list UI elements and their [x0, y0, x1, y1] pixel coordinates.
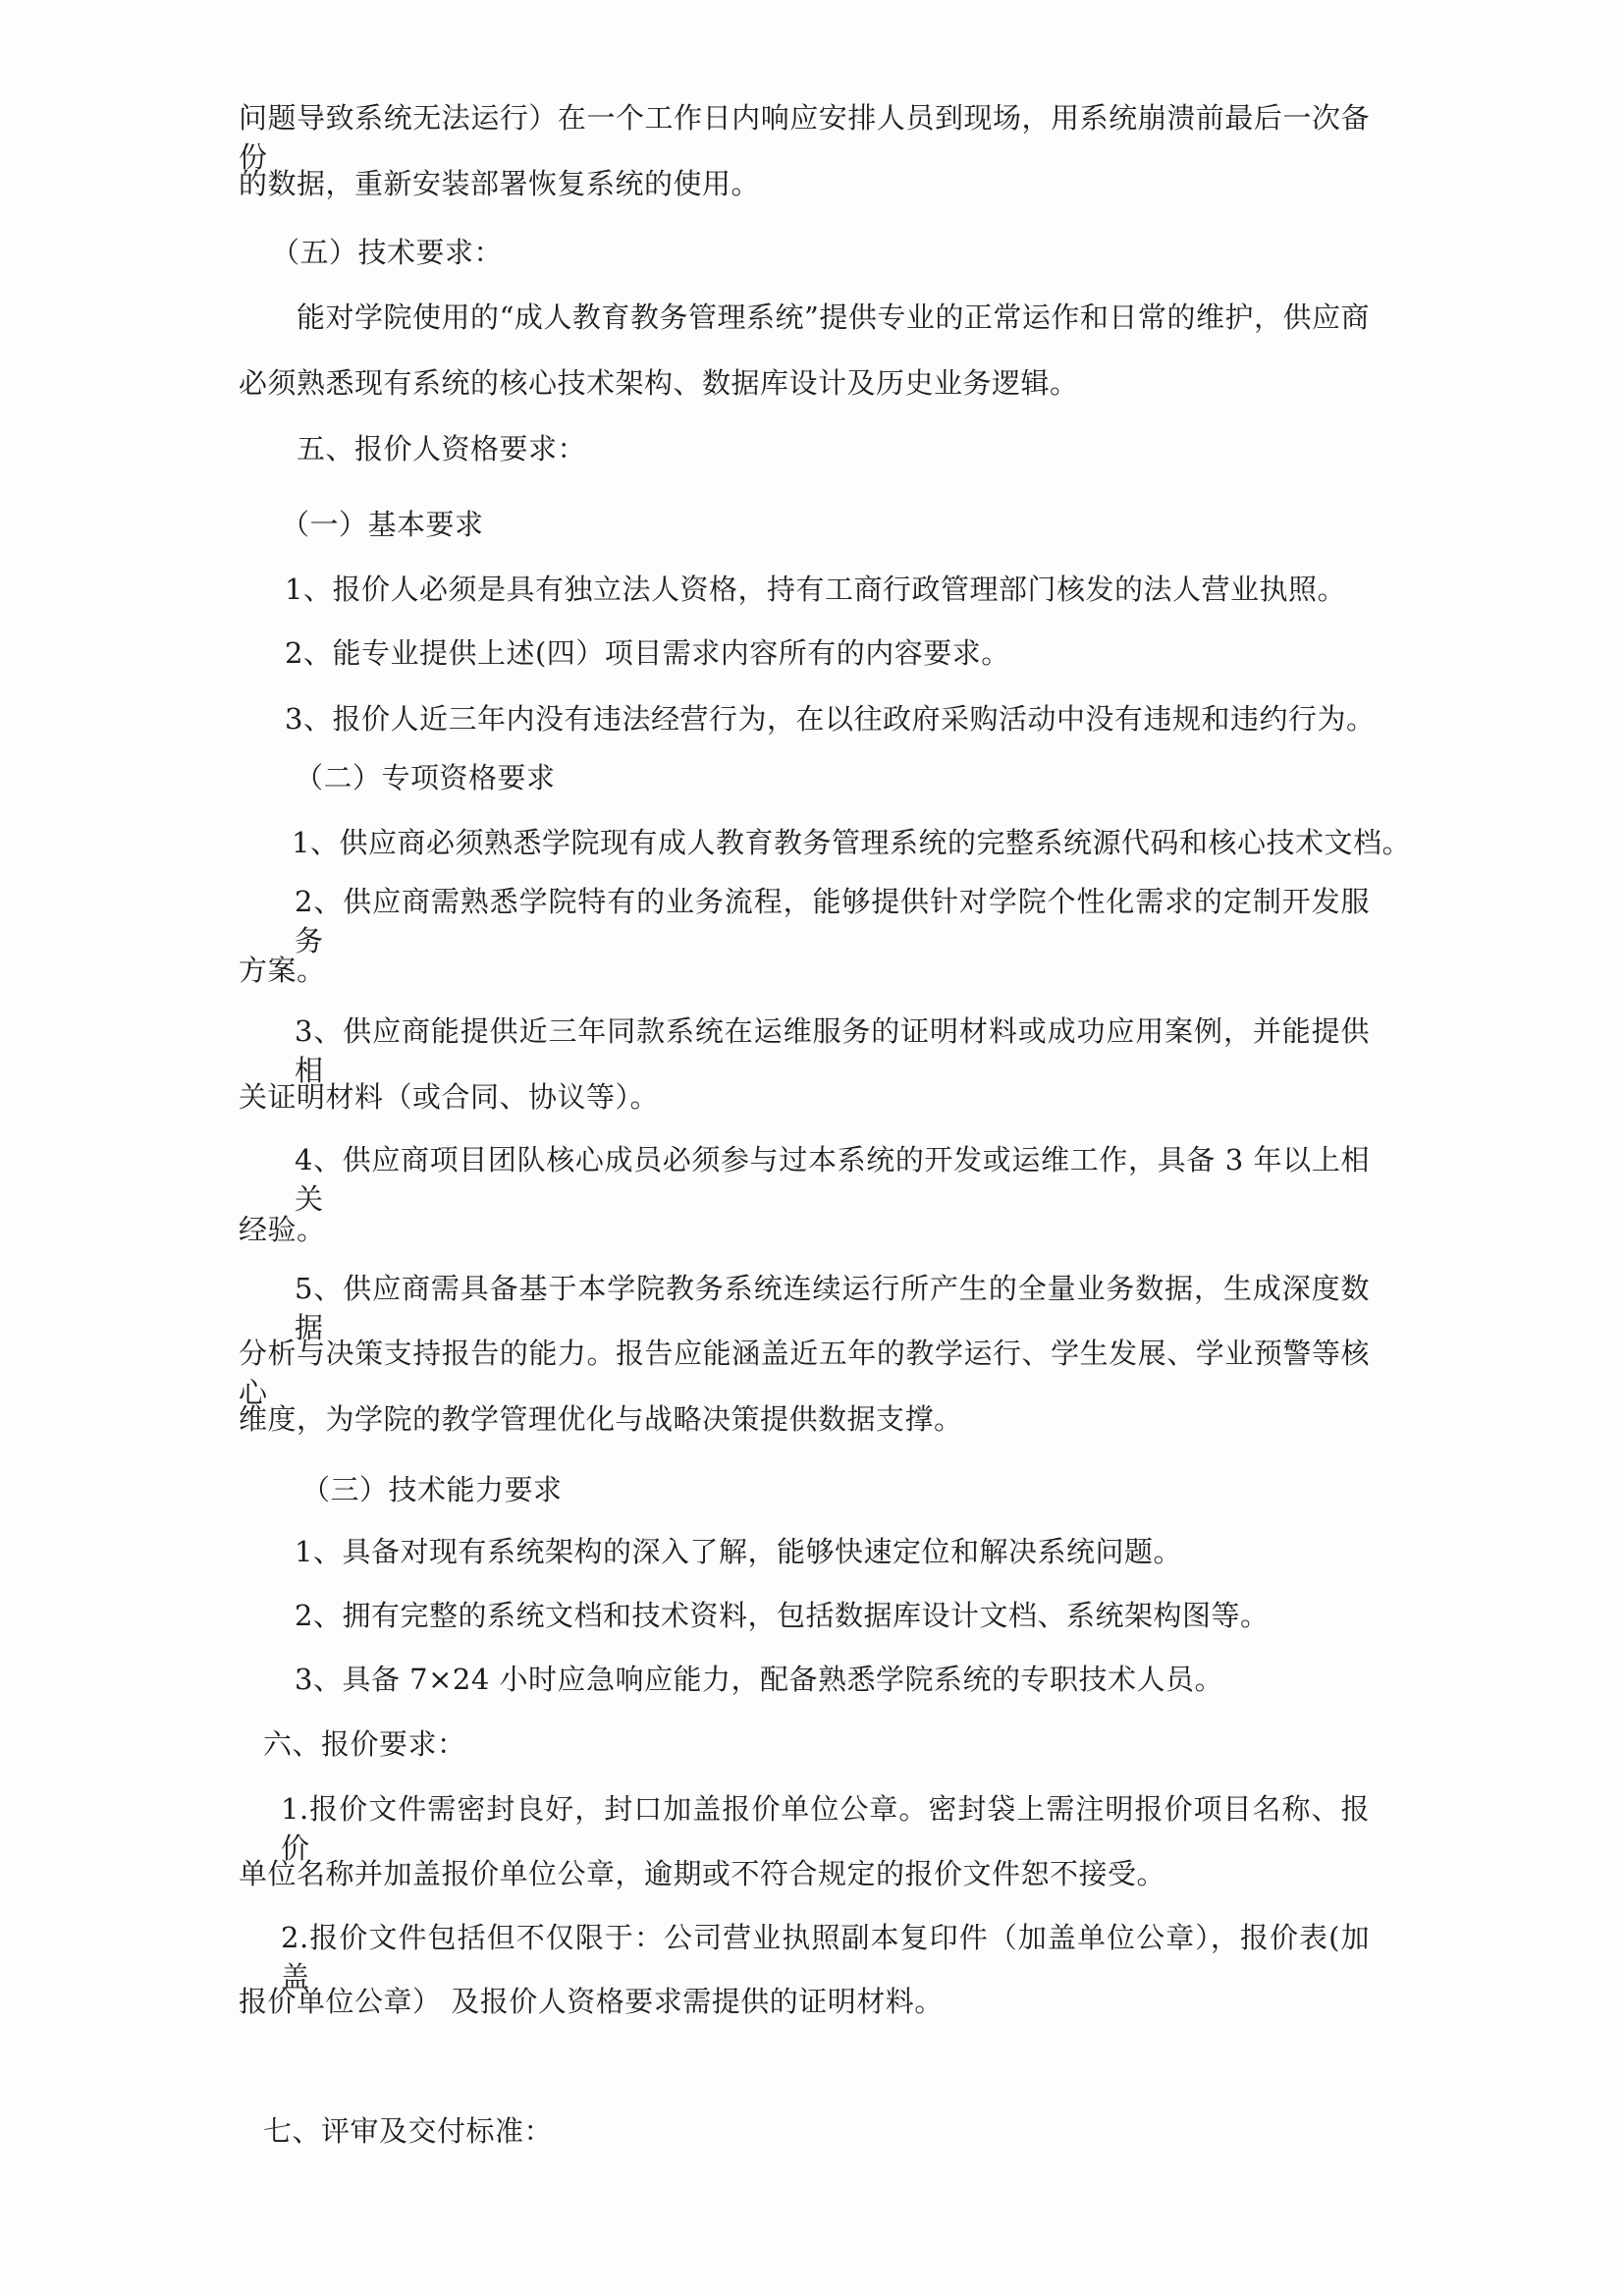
list-item: 3、供应商能提供近三年同款系统在运维服务的证明材料或成功应用案例，并能提供相 [295, 1014, 1370, 1087]
list-item: 3、具备 7×24 小时应急响应能力，配备熟悉学院系统的专职技术人员。 [295, 1663, 1224, 1696]
section-heading: 五、报价人资格要求： [297, 432, 587, 465]
section-heading: （二）专项资格要求 [295, 761, 556, 794]
text-line: 报价单位公章） 及报价人资格要求需提供的证明材料。 [239, 1985, 944, 2018]
text-line: 方案。 [239, 954, 326, 987]
text-line: 必须熟悉现有系统的核心技术架构、数据库设计及历史业务逻辑。 [239, 366, 1079, 400]
list-item: 2.报价文件包括但不仅限于：公司营业执照副本复印件（加盖单位公章），报价表(加盖 [281, 1921, 1370, 1994]
list-item: 1、具备对现有系统架构的深入了解，能够快速定位和解决系统问题。 [295, 1535, 1182, 1568]
list-item: 2、拥有完整的系统文档和技术资料，包括数据库设计文档、系统架构图等。 [295, 1599, 1270, 1632]
section-heading: 六、报价要求： [263, 1727, 466, 1761]
list-item: 5、供应商需具备基于本学院教务系统连续运行所产生的全量业务数据，生成深度数据 [295, 1272, 1370, 1344]
section-heading: （五）技术要求： [271, 236, 504, 269]
text-line: 问题导致系统无法运行）在一个工作日内响应安排人员到现场，用系统崩溃前最后一次备份 [239, 101, 1370, 174]
text-line: 维度，为学院的教学管理优化与战略决策提供数据支撑。 [239, 1402, 963, 1436]
list-item: 1、供应商必须熟悉学院现有成人教育教务管理系统的完整系统源代码和核心技术文档。 [292, 826, 1411, 859]
list-item: 1、报价人必须是具有独立法人资格，持有工商行政管理部门核发的法人营业执照。 [285, 573, 1346, 606]
text-line: 分析与决策支持报告的能力。报告应能涵盖近五年的教学运行、学生发展、学业预警等核心 [239, 1337, 1370, 1409]
text-line: 的数据，重新安装部署恢复系统的使用。 [239, 167, 761, 200]
section-heading: 七、评审及交付标准： [263, 2114, 554, 2148]
list-item: 2、能专业提供上述(四）项目需求内容所有的内容要求。 [285, 636, 1010, 670]
list-item: 4、供应商项目团队核心成员必须参与过本系统的开发或运维工作，具备 3 年以上相关 [295, 1143, 1370, 1216]
text-line: 能对学院使用的“成人教育教务管理系统”提供专业的正常运作和日常的维护，供应商 [297, 301, 1370, 334]
section-heading: （三）技术能力要求 [301, 1473, 563, 1506]
text-line: 经验。 [239, 1213, 326, 1246]
list-item: 2、供应商需熟悉学院特有的业务流程，能够提供针对学院个性化需求的定制开发服务 [295, 885, 1370, 957]
text-line: 单位名称并加盖报价单位公章，逾期或不符合规定的报价文件恕不接受。 [239, 1857, 1166, 1890]
list-item: 3、报价人近三年内没有违法经营行为，在以往政府采购活动中没有违规和违约行为。 [285, 702, 1376, 736]
text-line: 关证明材料（或合同、协议等）。 [239, 1080, 660, 1114]
section-heading: （一）基本要求 [281, 508, 484, 541]
list-item: 1.报价文件需密封良好，封口加盖报价单位公章。密封袋上需注明报价项目名称、报价 [281, 1792, 1370, 1865]
